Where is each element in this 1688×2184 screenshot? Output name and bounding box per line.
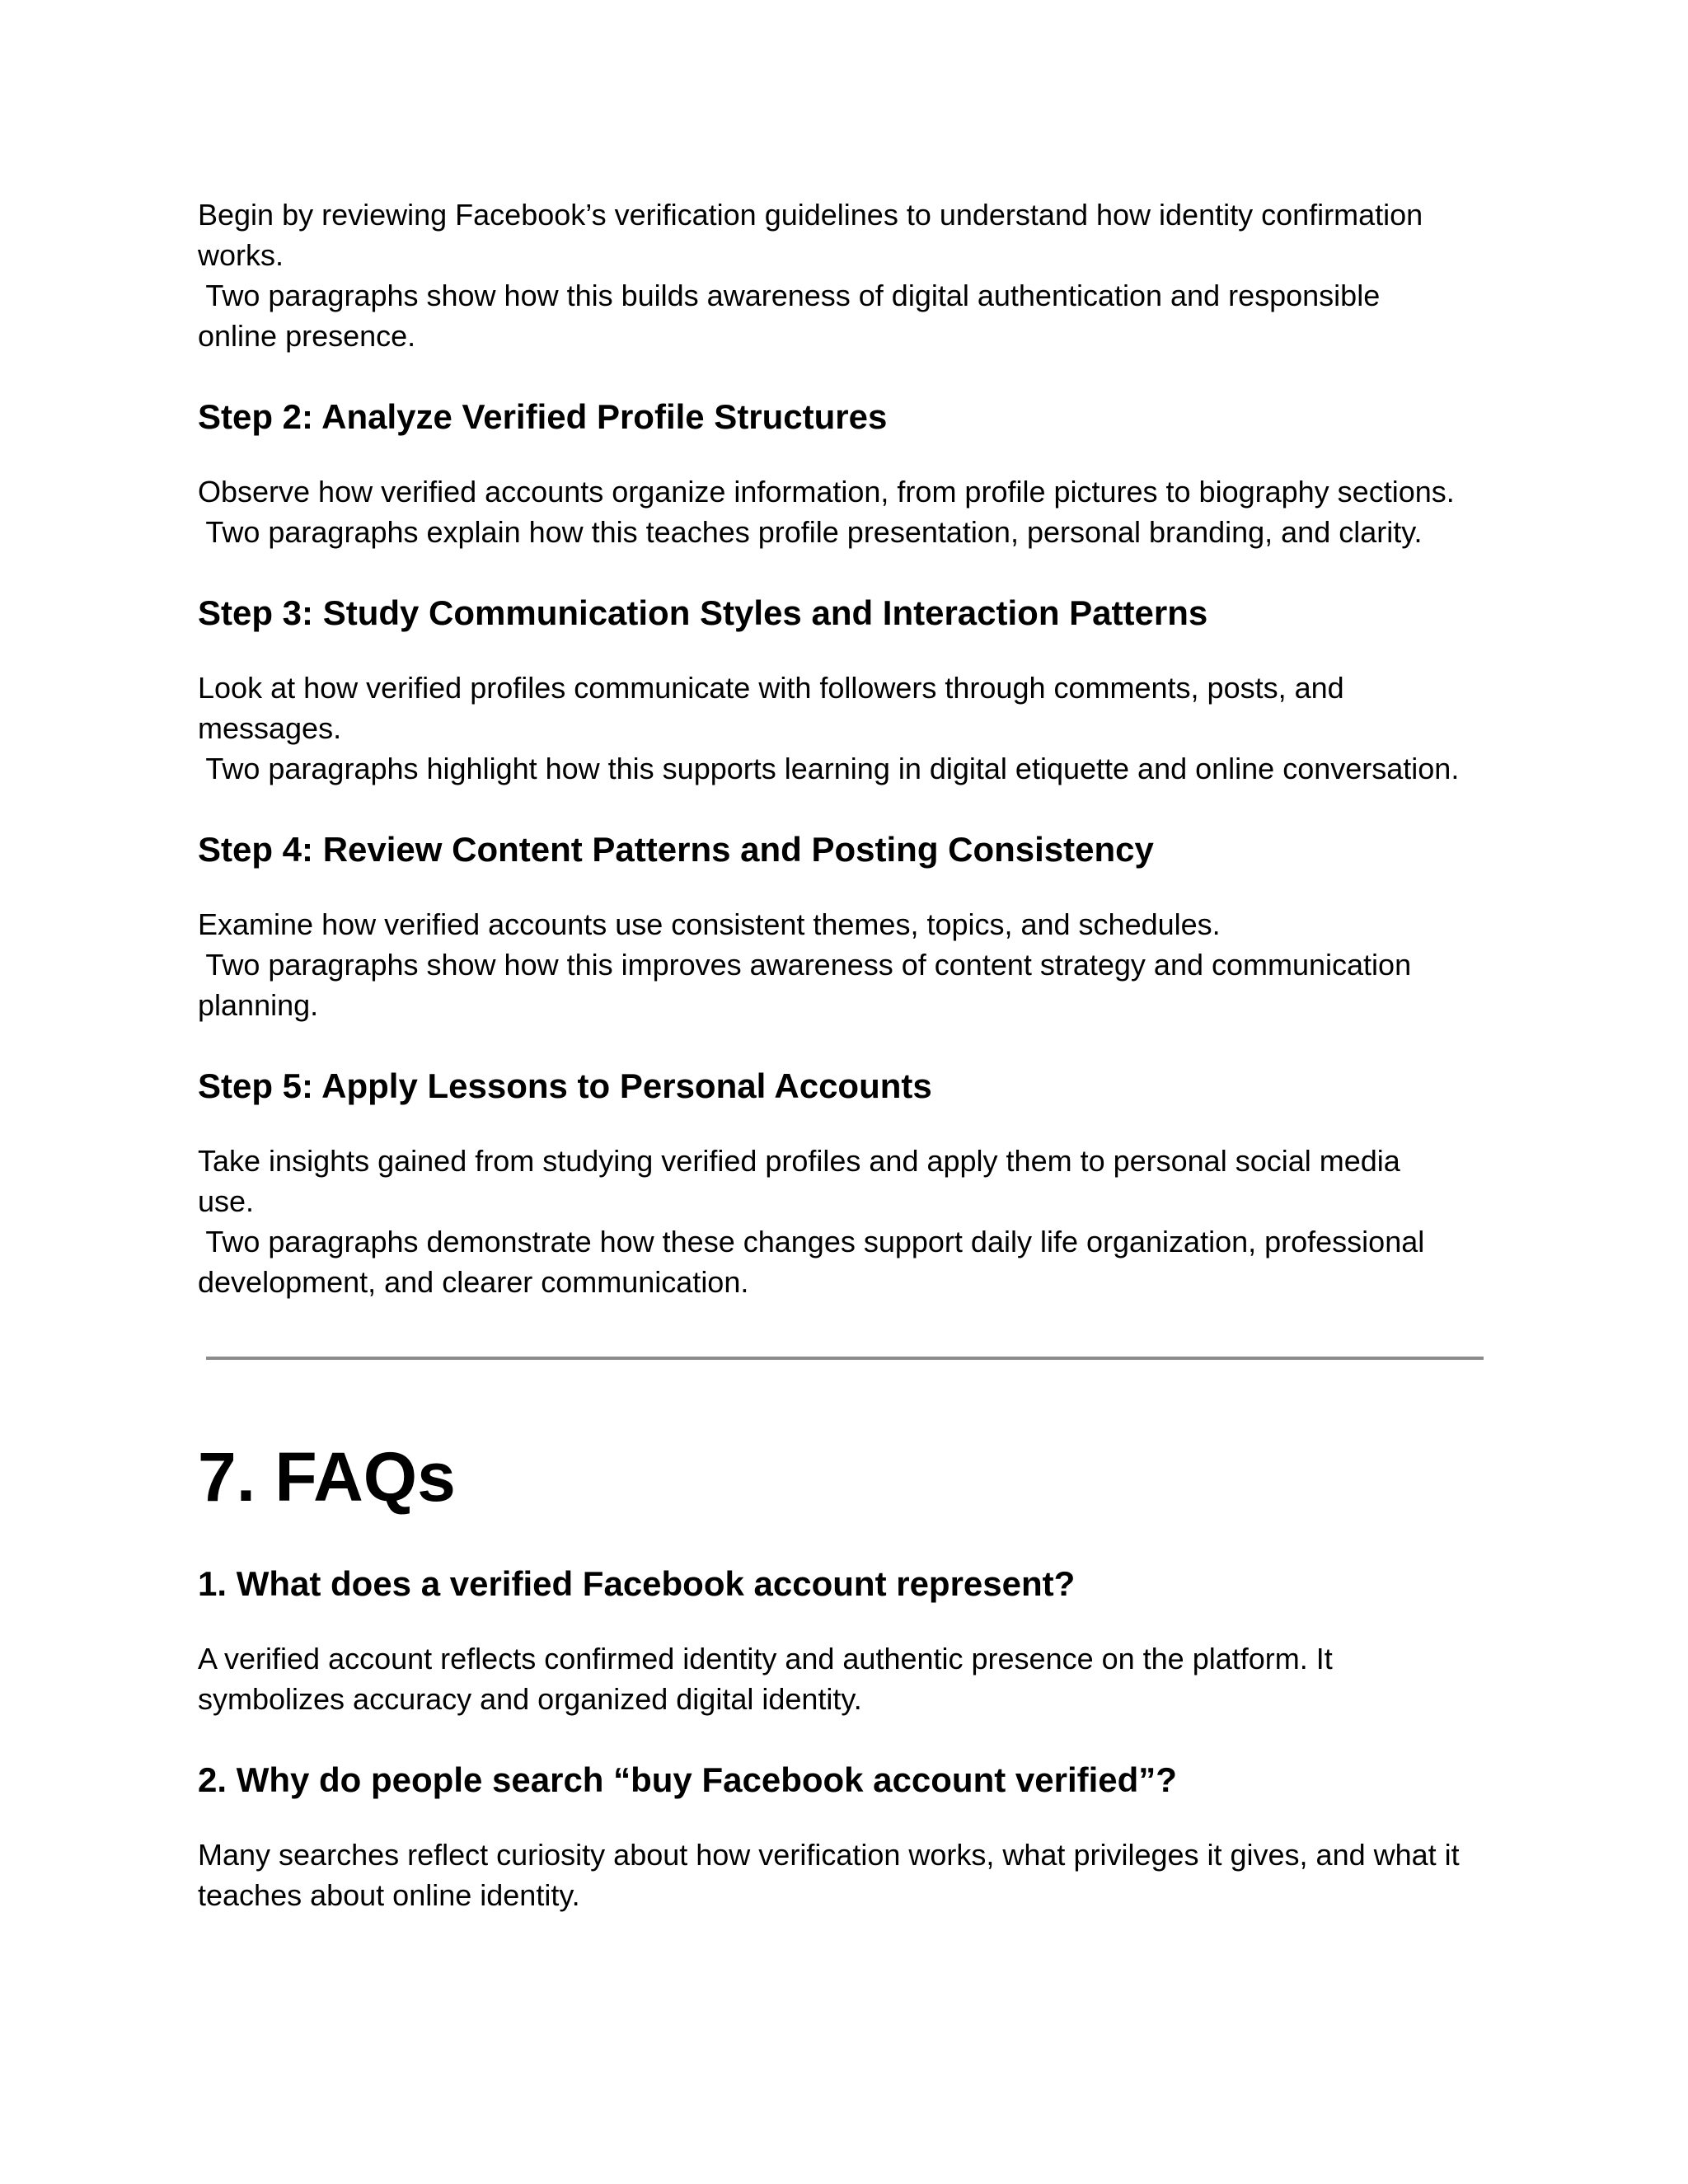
- step-2-paragraph: [198, 471, 1517, 552]
- paragraph-line: messages.: [198, 711, 342, 745]
- faq-question-1: 1. What does a verified Facebook account represent?: [198, 1564, 1076, 1603]
- paragraph-line: Begin by reviewing Facebook’s verification guidelines to understand how identity confirmation: [198, 198, 1423, 232]
- paragraph-line: Take insights gained from studying verified profiles and apply them to personal social media: [198, 1144, 1400, 1178]
- step-4-heading: Step 4: Review Content Patterns and Posting Consistency: [198, 830, 1154, 869]
- paragraph-line: Look at how verified profiles communicate with followers through comments, posts, and: [198, 671, 1344, 705]
- step-4-paragraph: [198, 904, 1517, 1025]
- step-2-heading: Step 2: Analyze Verified Profile Structures: [198, 397, 888, 436]
- paragraph-line: Examine how verified accounts use consistent themes, topics, and schedules.: [198, 907, 1221, 941]
- paragraph-line: Many searches reflect curiosity about how verification works, what privileges it gives, and what it: [198, 1838, 1460, 1872]
- paragraph-line: works.: [198, 238, 284, 272]
- paragraph-line: Two paragraphs highlight how this supports learning in digital etiquette and online conversation.: [198, 752, 1460, 785]
- paragraph-line: Two paragraphs show how this improves awareness of content strategy and communication: [198, 948, 1412, 982]
- faq-section-title: 7. FAQs: [198, 1438, 456, 1516]
- document-page: [198, 194, 1517, 1915]
- paragraph-line: development, and clearer communication.: [198, 1265, 749, 1299]
- paragraph-line: Two paragraphs demonstrate how these changes support daily life organization, professional: [198, 1225, 1425, 1258]
- paragraph-line: teaches about online identity.: [198, 1878, 580, 1912]
- faq-answer-1: [198, 1638, 1517, 1719]
- faq-answer-2: [198, 1835, 1517, 1915]
- paragraph-line: planning.: [198, 988, 319, 1022]
- paragraph-line: A verified account reflects confirmed identity and authentic presence on the platform. It: [198, 1642, 1333, 1675]
- intro-paragraph: [198, 194, 1517, 356]
- step-5-paragraph: [198, 1141, 1517, 1302]
- paragraph-line: Two paragraphs show how this builds awareness of digital authentication and responsible: [198, 279, 1381, 312]
- paragraph-line: online presence.: [198, 319, 416, 353]
- paragraph-line: symbolizes accuracy and organized digital identity.: [198, 1682, 862, 1716]
- step-5-heading: Step 5: Apply Lessons to Personal Accounts: [198, 1066, 932, 1105]
- paragraph-line: use.: [198, 1184, 255, 1218]
- paragraph-line: Observe how verified accounts organize information, from profile pictures to biography sections.: [198, 475, 1455, 509]
- step-3-paragraph: [198, 668, 1517, 789]
- faq-question-2: 2. Why do people search “buy Facebook account verified”?: [198, 1760, 1177, 1799]
- paragraph-line: Two paragraphs explain how this teaches profile presentation, personal branding, and clarity.: [198, 515, 1423, 549]
- step-3-heading: Step 3: Study Communication Styles and Interaction Patterns: [198, 593, 1208, 632]
